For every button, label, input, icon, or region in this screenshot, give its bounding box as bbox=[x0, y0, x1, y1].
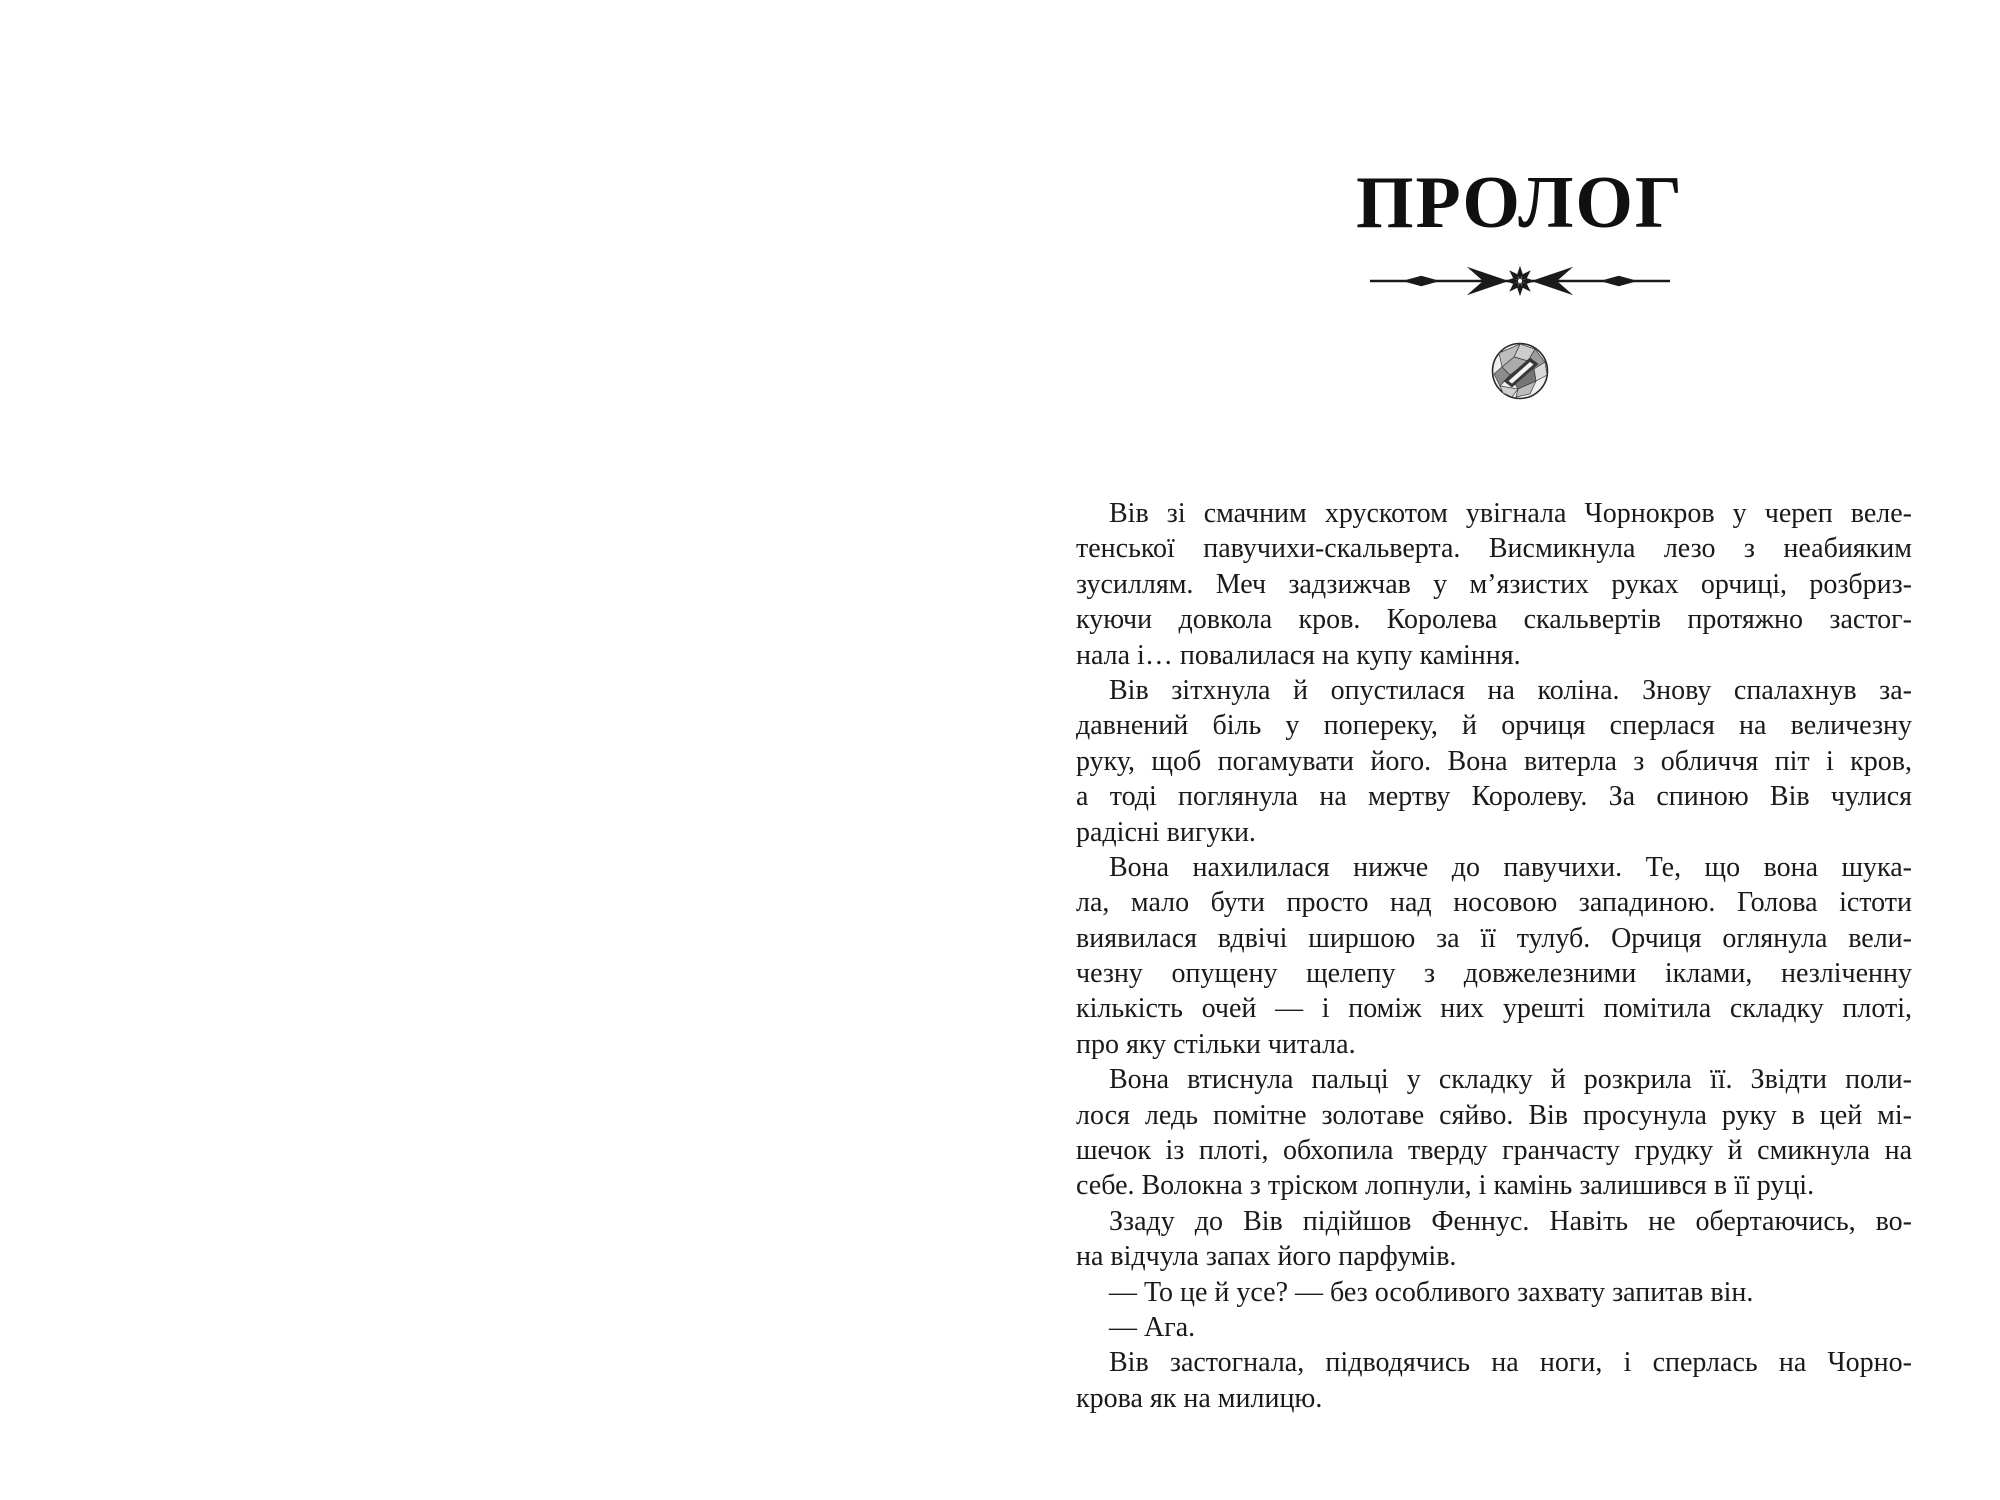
body-text-line: тенської павучихи-скальверта. Висмикнула лезо з неабияким bbox=[1076, 533, 1912, 565]
chapter-divider bbox=[1360, 262, 1680, 300]
body-text-line: нала і… повалилася на купу каміння. bbox=[1076, 639, 1521, 671]
body-text-line: а тоді поглянула на мертву Королеву. За спиною Вів чулися bbox=[1076, 781, 1912, 813]
body-text-line: крова як на милицю. bbox=[1076, 1382, 1323, 1414]
body-text-line: себе. Волокна з тріском лопнули, і камінь залишився в її руці. bbox=[1076, 1170, 1815, 1202]
body-text-line: шечок із плоті, обхопила тверду гранчасту грудку й смикнула на bbox=[1076, 1135, 1912, 1167]
body-text-line: лося ледь помітне золотаве сяйво. Вів просунула руку в цей мі- bbox=[1076, 1099, 1912, 1131]
body-text-line: виявилася вдвічі ширшою за її тулуб. Орчиця оглянула вели- bbox=[1076, 922, 1912, 954]
body-text-line: — Ага. bbox=[1109, 1311, 1196, 1343]
body-text-line: руку, щоб погамувати його. Вона витерла з обличчя піт і кров, bbox=[1076, 745, 1912, 777]
chapter-title: ПРОЛОГ bbox=[1356, 162, 1684, 244]
body-text-line: Ззаду до Вів підійшов Феннус. Навіть не обертаючись, во- bbox=[1109, 1205, 1912, 1237]
body-text-line: давнений біль у попереку, й орчиця сперлася на величезну bbox=[1076, 710, 1912, 742]
body-text-line: кількість очей — і поміж них урешті помітила складку плоті, bbox=[1076, 993, 1912, 1025]
body-text-line: Вів зітхнула й опустилася на коліна. Знову спалахнув за- bbox=[1109, 674, 1912, 706]
body-text-line: Вона втиснула пальці у складку й розкрила її. Звідти поли- bbox=[1109, 1064, 1912, 1096]
body-text-line: чезну опущену щелепу з довжелезними іклами, незліченну bbox=[1076, 958, 1912, 990]
body-text-line: Вів застогнала, підводячись на ноги, і сперлась на Чорно- bbox=[1109, 1347, 1912, 1379]
body-text-line: про яку стільки читала. bbox=[1076, 1028, 1356, 1060]
chapter-header bbox=[1102, 0, 1938, 440]
body-text-line: на відчула запах його парфумів. bbox=[1076, 1241, 1457, 1273]
body-text-line: куючи довкола кров. Королева скальвертів протяжно застог- bbox=[1076, 604, 1912, 636]
divider-flourish-icon bbox=[1360, 262, 1680, 300]
engraved-stone-icon bbox=[1490, 341, 1550, 401]
body-text-line: радісні вигуки. bbox=[1076, 816, 1256, 848]
body-text-line: Вона нахилилася нижче до павучихи. Те, що вона шука- bbox=[1109, 851, 1912, 883]
chapter-emblem bbox=[1490, 341, 1550, 401]
body-text-line: — То це й усе? — без особливого захвату запитав він. bbox=[1109, 1276, 1754, 1308]
body-text-line: зусиллям. Меч задзижчав у м’язистих руках орчиці, розбриз- bbox=[1076, 568, 1912, 600]
body-text-line: ла, мало бути просто над носовою западиною. Голова істоти bbox=[1076, 887, 1912, 919]
prologue-text bbox=[1076, 496, 1912, 1416]
body-text-line: Вів зі смачним хрускотом увігнала Чорнокров у череп веле- bbox=[1109, 498, 1912, 529]
